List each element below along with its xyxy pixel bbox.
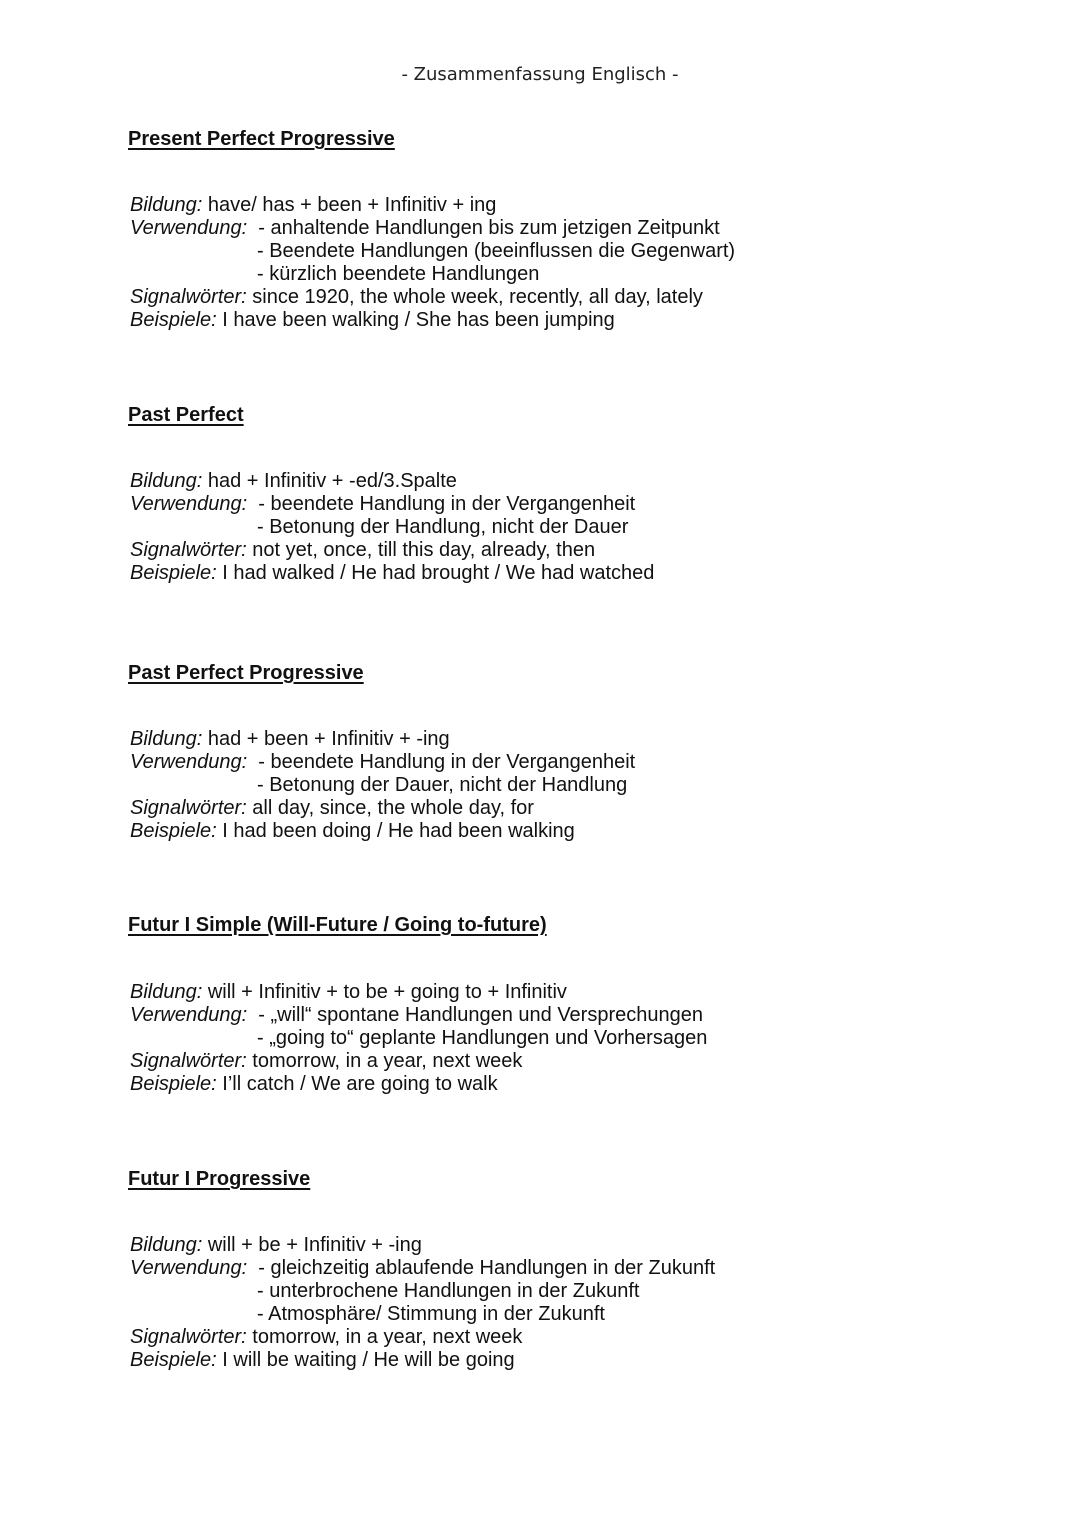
beispiele-text: I have been walking / She has been jumping xyxy=(222,309,615,331)
signal-label: Signalwörter: xyxy=(130,286,247,308)
page-header: - Zusammenfassung Englisch - xyxy=(401,64,679,85)
verwendung-item: - „going to“ geplante Handlungen und Vorhersagen xyxy=(257,1027,708,1049)
signal-text: all day, since, the whole day, for xyxy=(252,797,534,819)
verwendung-item: - anhaltende Handlungen bis zum jetzigen Zeitpunkt xyxy=(258,217,720,239)
signal-label: Signalwörter: xyxy=(130,539,247,561)
section-title: Present Perfect Progressive xyxy=(128,128,395,150)
bildung-text: had + Infinitiv + -ed/3.Spalte xyxy=(207,470,457,492)
section-futur-i-simple xyxy=(128,914,708,1095)
verwendung-item: - kürzlich beendete Handlungen xyxy=(257,263,540,285)
signal-text: since 1920, the whole week, recently, all day, lately xyxy=(252,286,703,308)
signal-label: Signalwörter: xyxy=(130,1326,247,1348)
verwendung-item: - beendete Handlung in der Vergangenheit xyxy=(258,493,636,515)
section-body xyxy=(130,470,654,585)
section-futur-i-progressive xyxy=(128,1168,716,1371)
beispiele-label: Beispiele: xyxy=(130,1349,217,1371)
verwendung-item: - beendete Handlung in der Vergangenheit xyxy=(258,751,636,773)
section-title: Futur I Simple (Will-Future / Going to-future) xyxy=(128,914,547,936)
section-title: Past Perfect xyxy=(128,404,244,426)
bildung-label: Bildung: xyxy=(130,728,203,750)
section-past-perfect xyxy=(128,404,655,584)
verwendung-item: - Betonung der Dauer, nicht der Handlung xyxy=(257,774,628,796)
beispiele-text: I had been doing / He had been walking xyxy=(222,820,575,842)
beispiele-label: Beispiele: xyxy=(130,1073,217,1095)
bildung-text: will + be + Infinitiv + -ing xyxy=(207,1234,422,1256)
section-past-perfect-progressive xyxy=(128,662,636,842)
bildung-label: Bildung: xyxy=(130,194,203,216)
section-body xyxy=(130,194,735,332)
beispiele-text: I’ll catch / We are going to walk xyxy=(222,1073,498,1095)
section-title: Past Perfect Progressive xyxy=(128,662,364,684)
bildung-text: have/ has + been + Infinitiv + ing xyxy=(207,194,497,216)
verwendung-item: - Betonung der Handlung, nicht der Dauer xyxy=(257,516,629,538)
bildung-label: Bildung: xyxy=(130,1234,203,1256)
section-body xyxy=(130,981,707,1096)
verwendung-item: - „will“ spontane Handlungen und Versprechungen xyxy=(258,1004,703,1026)
verwendung-item: - Beendete Handlungen (beeinflussen die Gegenwart) xyxy=(257,240,736,262)
section-body xyxy=(130,1234,715,1372)
signal-text: not yet, once, till this day, already, then xyxy=(252,539,596,561)
signal-label: Signalwörter: xyxy=(130,1050,247,1072)
verwendung-label: Verwendung: xyxy=(130,493,248,515)
section-present-perfect-progressive xyxy=(128,128,736,331)
bildung-text: had + been + Infinitiv + -ing xyxy=(207,728,450,750)
signal-label: Signalwörter: xyxy=(130,797,247,819)
section-body xyxy=(130,728,635,843)
verwendung-label: Verwendung: xyxy=(130,751,248,773)
verwendung-item: - Atmosphäre/ Stimmung in der Zukunft xyxy=(257,1303,605,1325)
section-title: Futur I Progressive xyxy=(128,1168,311,1190)
beispiele-label: Beispiele: xyxy=(130,562,217,584)
verwendung-label: Verwendung: xyxy=(130,1257,248,1279)
beispiele-text: I will be waiting / He will be going xyxy=(222,1349,515,1371)
verwendung-item: - unterbrochene Handlungen in der Zukunft xyxy=(257,1280,640,1302)
beispiele-text: I had walked / He had brought / We had watched xyxy=(222,562,655,584)
verwendung-label: Verwendung: xyxy=(130,1004,248,1026)
signal-text: tomorrow, in a year, next week xyxy=(252,1050,523,1072)
verwendung-item: - gleichzeitig ablaufende Handlungen in der Zukunft xyxy=(258,1257,716,1279)
signal-text: tomorrow, in a year, next week xyxy=(252,1326,523,1348)
bildung-label: Bildung: xyxy=(130,981,203,1003)
bildung-text: will + Infinitiv + to be + going to + Infinitiv xyxy=(207,981,567,1003)
verwendung-label: Verwendung: xyxy=(130,217,248,239)
beispiele-label: Beispiele: xyxy=(130,309,217,331)
bildung-label: Bildung: xyxy=(130,470,203,492)
beispiele-label: Beispiele: xyxy=(130,820,217,842)
